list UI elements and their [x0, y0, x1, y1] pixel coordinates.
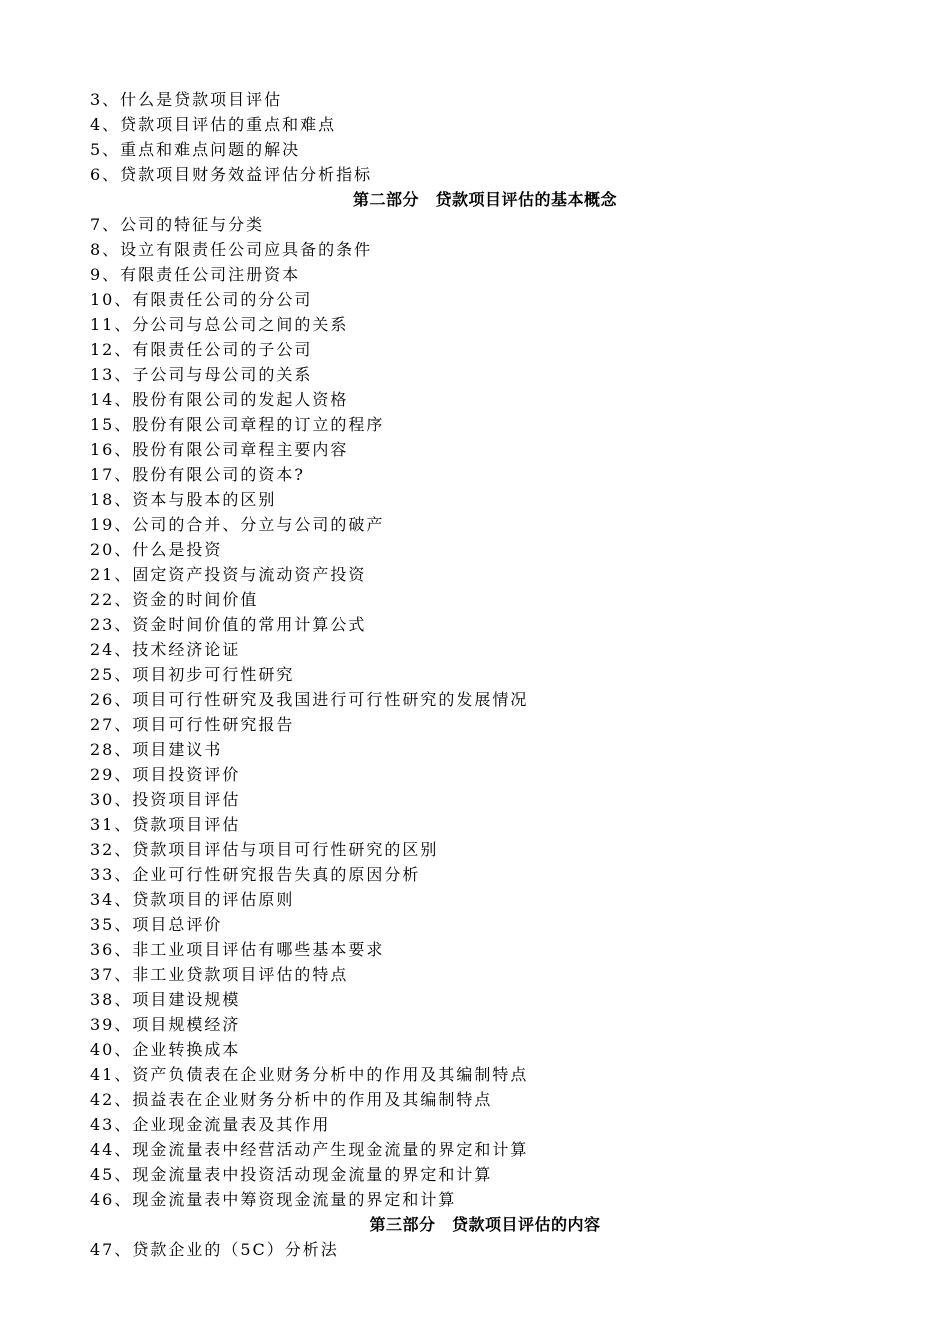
list-item: 8、设立有限责任公司应具备的条件 [90, 240, 373, 259]
list-item: 33、企业可行性研究报告失真的原因分析 [90, 865, 421, 884]
list-item: 23、资金时间价值的常用计算公式 [90, 615, 367, 634]
list-item: 26、项目可行性研究及我国进行可行性研究的发展情况 [90, 690, 529, 709]
list-item: 19、公司的合并、分立与公司的破产 [90, 515, 385, 534]
list-item: 13、子公司与母公司的关系 [90, 365, 313, 384]
list-item: 47、贷款企业的（5C）分析法 [90, 1240, 339, 1259]
list-item: 46、现金流量表中筹资现金流量的界定和计算 [90, 1190, 457, 1209]
list-item: 22、资金的时间价值 [90, 590, 259, 609]
list-item: 9、有限责任公司注册资本 [90, 265, 301, 284]
list-item: 44、现金流量表中经营活动产生现金流量的界定和计算 [90, 1140, 529, 1159]
list-item: 34、贷款项目的评估原则 [90, 890, 295, 909]
list-item: 10、有限责任公司的分公司 [90, 290, 313, 309]
list-item: 20、什么是投资 [90, 540, 223, 559]
list-item: 21、固定资产投资与流动资产投资 [90, 565, 367, 584]
list-item: 37、非工业贷款项目评估的特点 [90, 965, 349, 984]
list-item: 7、公司的特征与分类 [90, 215, 265, 234]
list-item: 14、股份有限公司的发起人资格 [90, 390, 349, 409]
list-item: 45、现金流量表中投资活动现金流量的界定和计算 [90, 1165, 493, 1184]
list-item: 11、分公司与总公司之间的关系 [90, 315, 349, 334]
list-item: 30、投资项目评估 [90, 790, 241, 809]
list-item: 27、项目可行性研究报告 [90, 715, 295, 734]
list-item: 39、项目规模经济 [90, 1015, 241, 1034]
list-item: 3、什么是贷款项目评估 [90, 90, 283, 109]
list-item: 12、有限责任公司的子公司 [90, 340, 313, 359]
list-item: 42、损益表在企业财务分析中的作用及其编制特点 [90, 1090, 493, 1109]
section-heading-part-3: 第三部分 贷款项目评估的内容 [369, 1215, 601, 1234]
list-item: 17、股份有限公司的资本? [90, 465, 305, 484]
list-item: 38、项目建设规模 [90, 990, 241, 1009]
list-item: 36、非工业项目评估有哪些基本要求 [90, 940, 385, 959]
list-item: 18、资本与股本的区别 [90, 490, 277, 509]
list-item: 15、股份有限公司章程的订立的程序 [90, 415, 385, 434]
list-item: 31、贷款项目评估 [90, 815, 241, 834]
list-item: 40、企业转换成本 [90, 1040, 241, 1059]
list-item: 41、资产负债表在企业财务分析中的作用及其编制特点 [90, 1065, 529, 1084]
list-item: 5、重点和难点问题的解决 [90, 140, 301, 159]
list-item: 4、贷款项目评估的重点和难点 [90, 115, 337, 134]
list-item: 35、项目总评价 [90, 915, 223, 934]
list-item: 24、技术经济论证 [90, 640, 241, 659]
list-item: 6、贷款项目财务效益评估分析指标 [90, 165, 373, 184]
list-item: 28、项目建议书 [90, 740, 223, 759]
section-heading-part-2: 第二部分 贷款项目评估的基本概念 [352, 190, 617, 209]
list-item: 32、贷款项目评估与项目可行性研究的区别 [90, 840, 439, 859]
outline-list [90, 87, 880, 1262]
list-item: 16、股份有限公司章程主要内容 [90, 440, 349, 459]
list-item: 29、项目投资评价 [90, 765, 241, 784]
list-item: 25、项目初步可行性研究 [90, 665, 295, 684]
list-item: 43、企业现金流量表及其作用 [90, 1115, 331, 1134]
